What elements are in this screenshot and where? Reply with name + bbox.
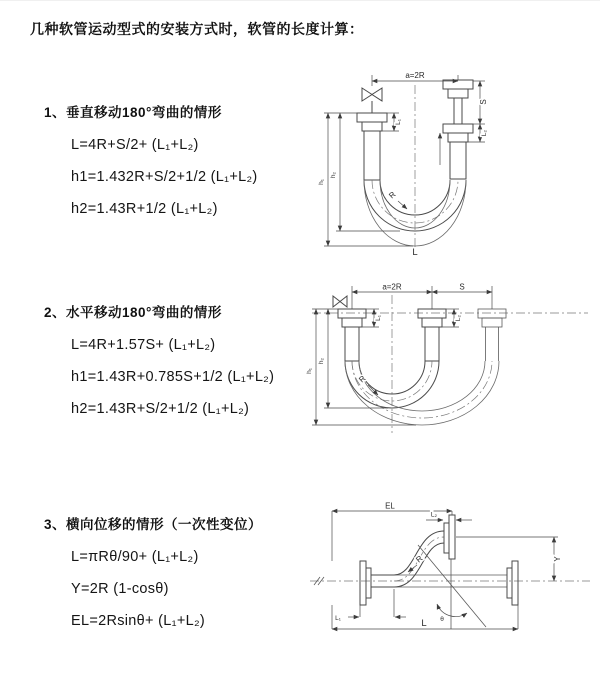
dim-label-h2: h₂ — [318, 357, 325, 365]
dim-label-l2: L₂ — [481, 129, 488, 137]
dim-label-l1: L₁ — [335, 615, 341, 622]
dimension-span — [372, 71, 458, 86]
dim-label-r: R — [357, 373, 368, 385]
right-pipe-fitting — [440, 80, 473, 179]
formula-line: h1=1.432R+S/2+1/2 (L₁+L₂) — [71, 169, 258, 185]
dim-label-h1: h₁ — [318, 179, 325, 185]
section-1-formulas — [44, 136, 258, 219]
section-vertical-180 — [44, 101, 258, 232]
valve-icon — [333, 296, 347, 307]
left-pipe-fitting — [357, 113, 387, 180]
diagram-horizontal-180 — [304, 283, 596, 457]
formula-line: L=πRθ/90+ (L₁+L₂) — [71, 549, 199, 565]
section-horizontal-180 — [44, 301, 274, 432]
formula-line: EL=2Rsinθ+ (L₁+L₂) — [71, 613, 206, 629]
dimension-stroke-s — [432, 283, 492, 292]
section-3-heading: 3、横向位移的情形（一次性变位） — [44, 517, 263, 532]
middle-pipe-fitting — [418, 309, 446, 361]
hose-bend — [345, 361, 499, 425]
dim-label-l2: L₂ — [455, 314, 462, 322]
dim-label-s: S — [479, 99, 488, 105]
formula-line: h2=1.43R+S/2+1/2 (L₁+L₂) — [71, 401, 250, 417]
diagram-lateral-displacement — [304, 501, 596, 643]
valve-icon — [362, 88, 382, 113]
dim-label-theta: θ — [440, 616, 444, 623]
dim-label-h1: h₁ — [306, 368, 313, 374]
dim-label-span: a=2R — [382, 283, 402, 292]
dim-label-h2: h₂ — [330, 171, 337, 179]
dim-label-s: S — [459, 283, 465, 292]
formula-line: L=4R+S/2+ (L₁+L₂) — [71, 137, 199, 153]
section-1-heading: 1、垂直移动180°弯曲的情形 — [44, 105, 222, 120]
radius-callout — [387, 190, 407, 209]
dim-label-el: EL — [385, 501, 395, 511]
dimension-el — [332, 502, 452, 562]
dimension-span — [352, 283, 492, 309]
dim-label-r: R — [414, 553, 425, 565]
section-2-heading: 2、水平移动180°弯曲的情形 — [44, 305, 222, 320]
dimension-h2 — [318, 309, 388, 408]
left-pipe-fitting — [338, 309, 366, 361]
displaced-pipe-fitting — [478, 309, 506, 361]
diagram-vertical-180 — [310, 67, 592, 259]
section-3-formulas — [44, 548, 262, 631]
dimension-y — [456, 537, 562, 581]
left-flange — [360, 561, 394, 605]
dim-label-l1: L₁ — [395, 119, 402, 125]
displaced-hose-curve — [394, 515, 455, 587]
dim-label-r: R — [387, 189, 398, 201]
formula-line: L=4R+1.57S+ (L₁+L₂) — [71, 337, 216, 353]
section-lateral-displacement — [44, 513, 262, 644]
dimension-stroke-s — [473, 81, 488, 124]
centerline — [312, 295, 588, 433]
dim-label-length: L — [421, 618, 427, 629]
formula-line: h1=1.43R+0.785S+1/2 (L₁+L₂) — [71, 369, 275, 385]
dim-label-span: a=2R — [405, 71, 425, 80]
page-title: 几种软管运动型式的安装方式时，软管的长度计算： — [30, 21, 364, 37]
dim-label-length: L — [412, 247, 418, 258]
formula-line: Y=2R (1-cosθ) — [71, 581, 169, 597]
dim-label-y: Y — [553, 556, 562, 562]
dim-label-l2: L₂ — [430, 511, 438, 519]
formula-line: h2=1.43R+1/2 (L₁+L₂) — [71, 201, 218, 217]
straight-hose-position — [394, 561, 518, 605]
dim-label-l1: L₁ — [375, 315, 382, 321]
radius-callout — [357, 374, 378, 395]
section-2-formulas — [44, 336, 274, 419]
